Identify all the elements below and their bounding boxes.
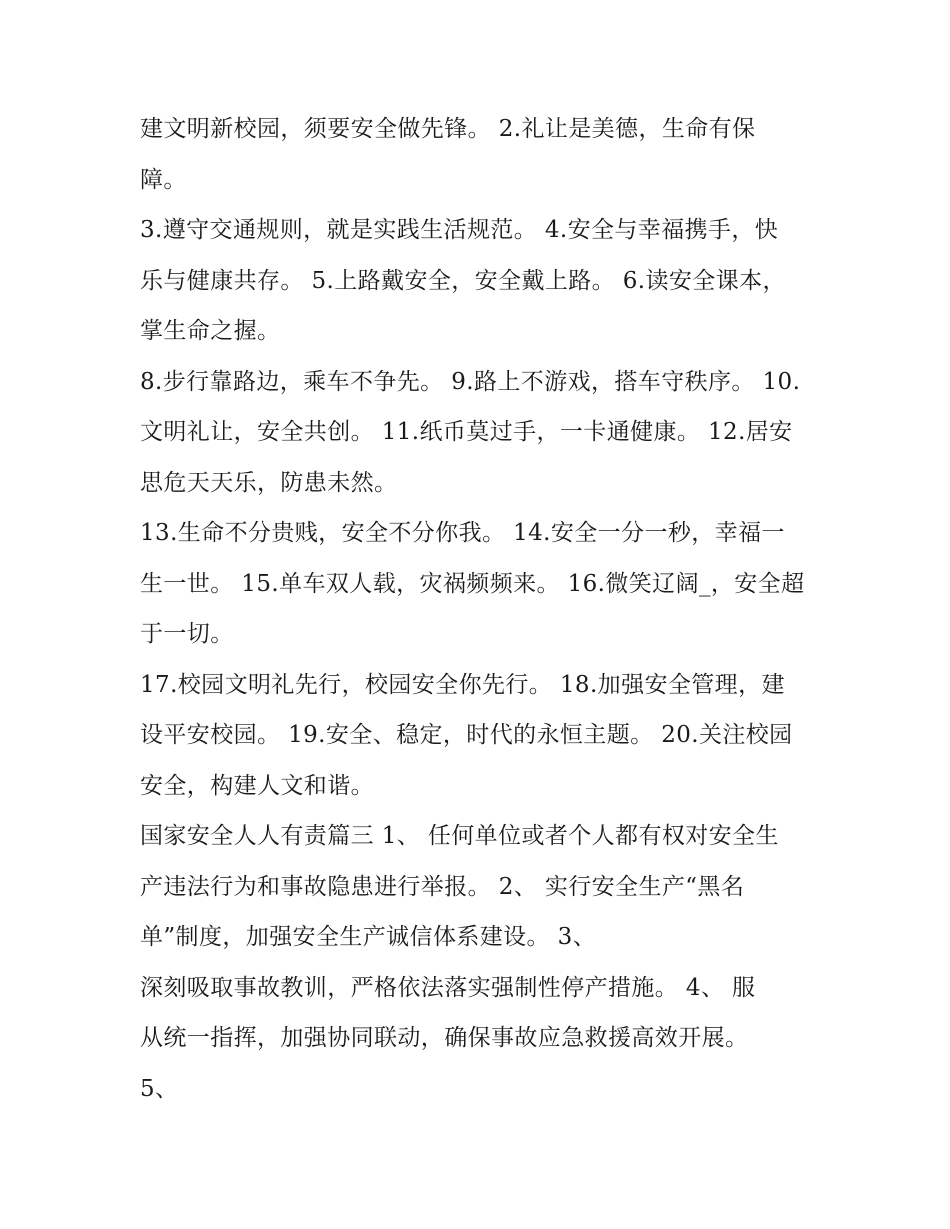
- text-line: 乐与健康共存。 5.上路戴安全，安全戴上路。 6.读安全课本，: [140, 267, 786, 294]
- text-line: 设平安校园。 19.安全、稳定，时代的永恒主题。 20.关注校园: [140, 722, 793, 748]
- text-line: 8.步行靠路边，乘车不争先。 9.路上不游戏，搭车守秩序。 10.: [140, 368, 801, 395]
- text-line: 17.校园文明礼先行，校园安全你先行。 18.加强安全管理，建: [140, 671, 785, 698]
- text-line: 障。: [140, 166, 187, 193]
- text-line: 13.生命不分贵贱，安全不分你我。 14.安全一分一秒，幸福一: [140, 520, 785, 546]
- text-line: 掌生命之握。: [140, 318, 281, 344]
- text-line: 3.遵守交通规则，就是实践生活规范。 4.安全与幸福携手，快: [140, 217, 779, 243]
- text-line: 建文明新校园，须要安全做先锋。 2.礼让是美德，生命有保: [140, 116, 756, 142]
- text-line: 从统一指挥，加强协同联动，确保事故应急救援高效开展。: [140, 1025, 749, 1051]
- text-line: 思危天天乐，防患未然。: [140, 469, 398, 496]
- text-line: 安全，构建人文和谐。: [140, 772, 374, 799]
- text-line: 深刻吸取事故教训，严格依法落实强制性停产措施。 4、 服: [140, 974, 756, 1001]
- text-line: 生一世。 15.单车双人载，灾祸频频来。 16.微笑辽阔_，安全超: [140, 570, 805, 597]
- text-line: 产违法行为和事故隐患进行举报。 2、 实行安全生产“黑名: [140, 873, 745, 900]
- body-text: [140, 104, 820, 1114]
- text-line: 单”制度，加强安全生产诚信体系建设。 3、: [140, 924, 597, 950]
- text-line: 5、: [140, 1075, 179, 1102]
- text-line: 于一切。: [140, 621, 234, 647]
- text-line: 文明礼让，安全共创。 11.纸币莫过手，一卡通健康。 12.居安: [140, 419, 793, 445]
- text-line: 国家安全人人有责篇三 1、 任何单位或者个人都有权对安全生: [140, 823, 779, 849]
